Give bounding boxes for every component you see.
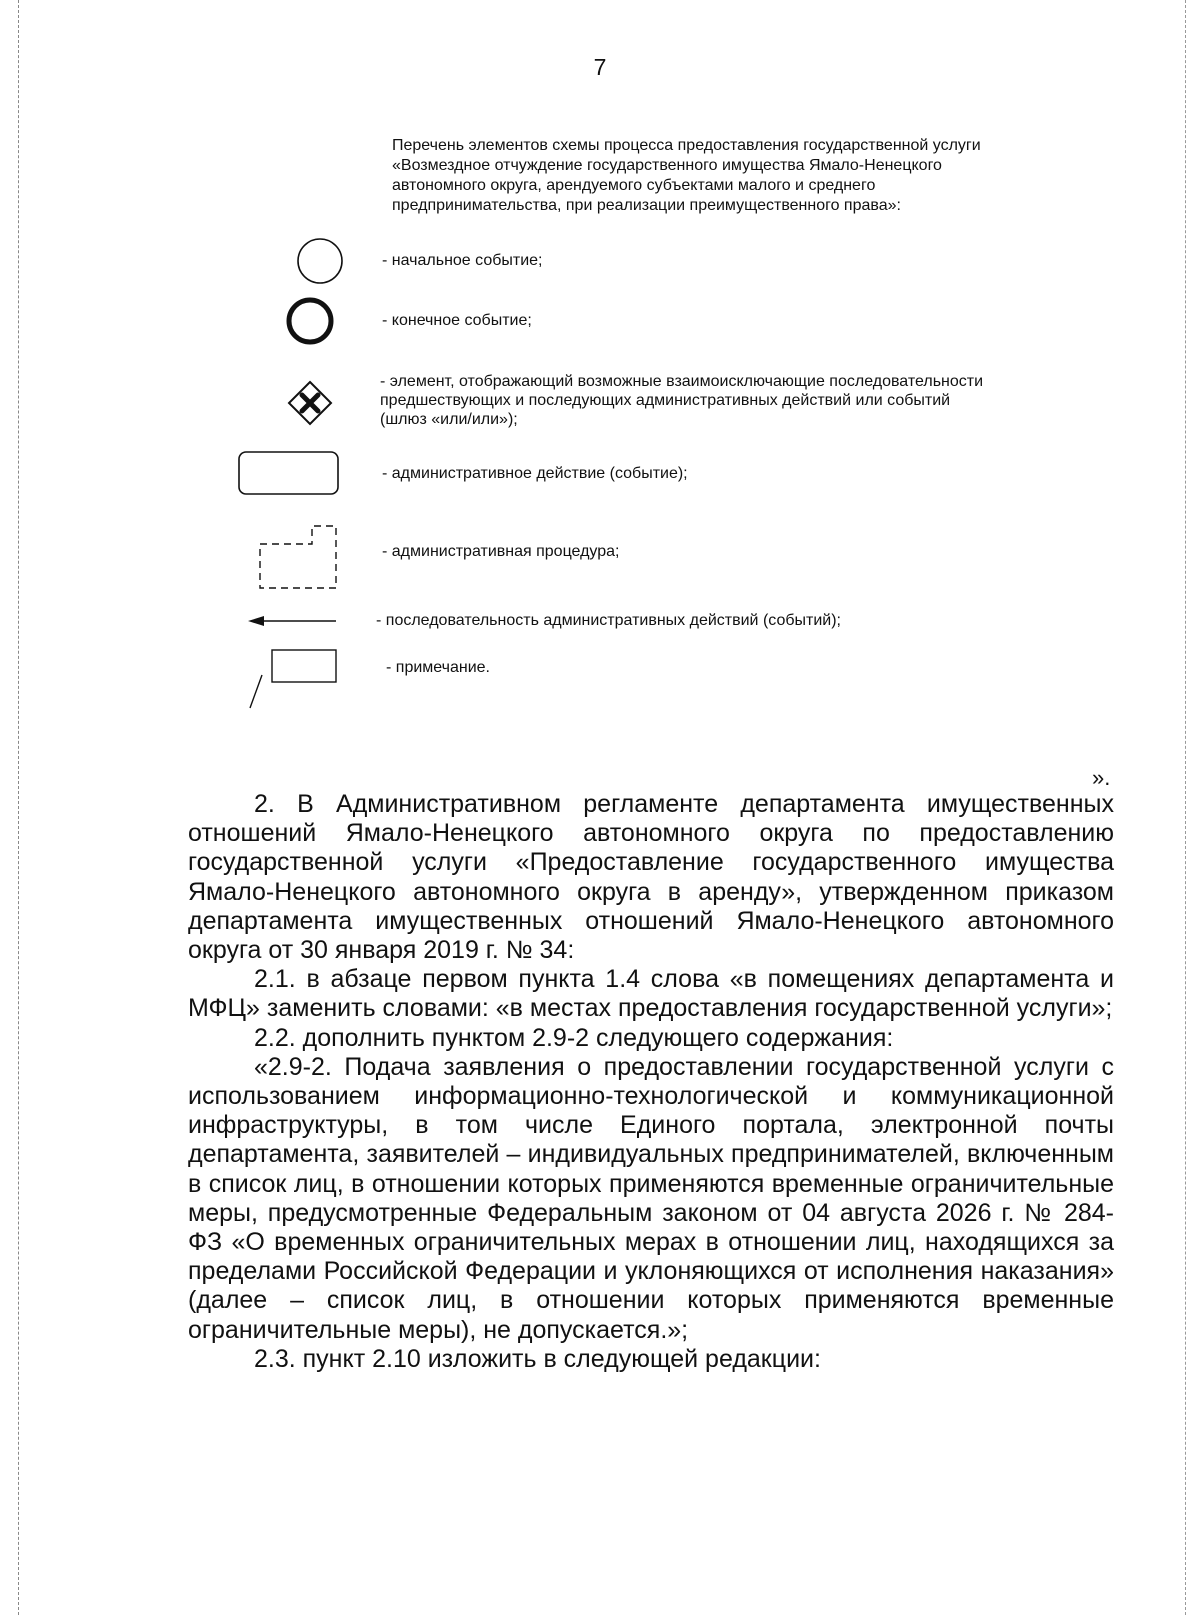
legend-item-text: предшествующих и последующих административных действий или событий <box>380 392 951 409</box>
scan-edge-left <box>18 0 19 1615</box>
paragraph: 2.2. дополнить пунктом 2.9-2 следующего содержания: <box>254 1023 894 1052</box>
legend-item-label <box>382 464 688 483</box>
legend-item-text: - примечание. <box>386 659 490 676</box>
action-rounded-rect-icon <box>230 450 350 498</box>
legend-item-text: - конечное событие; <box>382 312 532 329</box>
legend-item-start-event <box>230 236 1130 286</box>
legend-title-line: предпринимательства, при реализации преимущественного права»: <box>392 197 901 214</box>
legend-item-text: (шлюз «или/или»); <box>380 411 518 428</box>
legend-item-text: - начальное событие; <box>382 252 543 269</box>
legend-title <box>392 136 1092 216</box>
legend-item-annotation <box>230 648 1130 710</box>
legend-item-label <box>386 658 490 677</box>
legend-title-line: «Возмездное отчуждение государственного имущества Ямало-Ненецкого <box>392 157 942 174</box>
closing-quote: ». <box>1092 765 1111 790</box>
legend-item-text: - последовательность административных действий (событий); <box>376 612 841 629</box>
procedure-dashed-shape-icon <box>230 520 350 592</box>
legend-item-label <box>382 311 532 330</box>
paragraph: «2.9-2. Подача заявления о предоставлении государственной услуги с использованием информационно-технологической и коммуникационной инфраструктуры, в том числе Единого портала, электронной почты департамента, заявителей – индивидуальных предпринимателей, включенным в список лиц, в отношении которых применяются временные ограничительные меры, предусмотренные Федеральным законом от 04 августа 2026 г. № 284-ФЗ «О временных ограничительных мерах в отношении лиц, находящихся за пределами Российской Федерации и уклоняющихся от исполнения наказания» (далее – список лиц, в отношении которых применяются временные ограничительные меры), не допускается.»; <box>188 1052 1114 1344</box>
legend-item-text: - административная процедура; <box>382 543 620 560</box>
paragraph: 2.1. в абзаце первом пункта 1.4 слова «в помещениях департамента и МФЦ» заменить словами: «в местах предоставления государственной услуги»; <box>188 965 1114 1023</box>
legend-item-text: - административное действие (событие); <box>382 465 688 482</box>
paragraph: 2. В Административном регламенте департамента имущественных отношений Ямало-Ненецкого автономного округа по предоставлению государственной услуги «Предоставление государственного имущества Ямало-Ненецкого автономного округа в аренду», утвержденном приказом департамента имущественных отношений Ямало-Ненецкого автономного округа от 30 января 2019 г. № 34: <box>188 790 1114 965</box>
legend-item-label <box>382 542 620 561</box>
legend-item-sequence <box>230 606 1130 636</box>
exclusive-gateway-icon <box>230 372 350 434</box>
page-number: 7 <box>593 54 607 80</box>
scan-edge-right <box>1185 0 1186 1615</box>
end-event-bold-circle-icon <box>230 296 350 346</box>
sequence-arrow-icon <box>230 606 350 636</box>
paragraph: 2.3. пункт 2.10 изложить в следующей редакции: <box>254 1344 821 1373</box>
legend-title-line: Перечень элементов схемы процесса предоставления государственной услуги <box>392 137 981 154</box>
legend-item-label <box>376 611 841 630</box>
legend-item-action <box>230 450 1130 498</box>
legend-item-text: - элемент, отображающий возможные взаимоисключающие последовательности <box>380 373 984 390</box>
legend-item-gateway <box>230 372 1130 434</box>
start-event-circle-icon <box>230 236 350 286</box>
annotation-note-icon <box>230 648 350 710</box>
legend-title-line: автономного округа, арендуемого субъектами малого и среднего <box>392 177 876 194</box>
legend-item-end-event <box>230 296 1130 346</box>
legend-item-label <box>380 372 983 429</box>
legend-item-label <box>382 251 543 270</box>
legend-item-procedure <box>230 520 1130 592</box>
amendment-text <box>188 790 1114 1374</box>
